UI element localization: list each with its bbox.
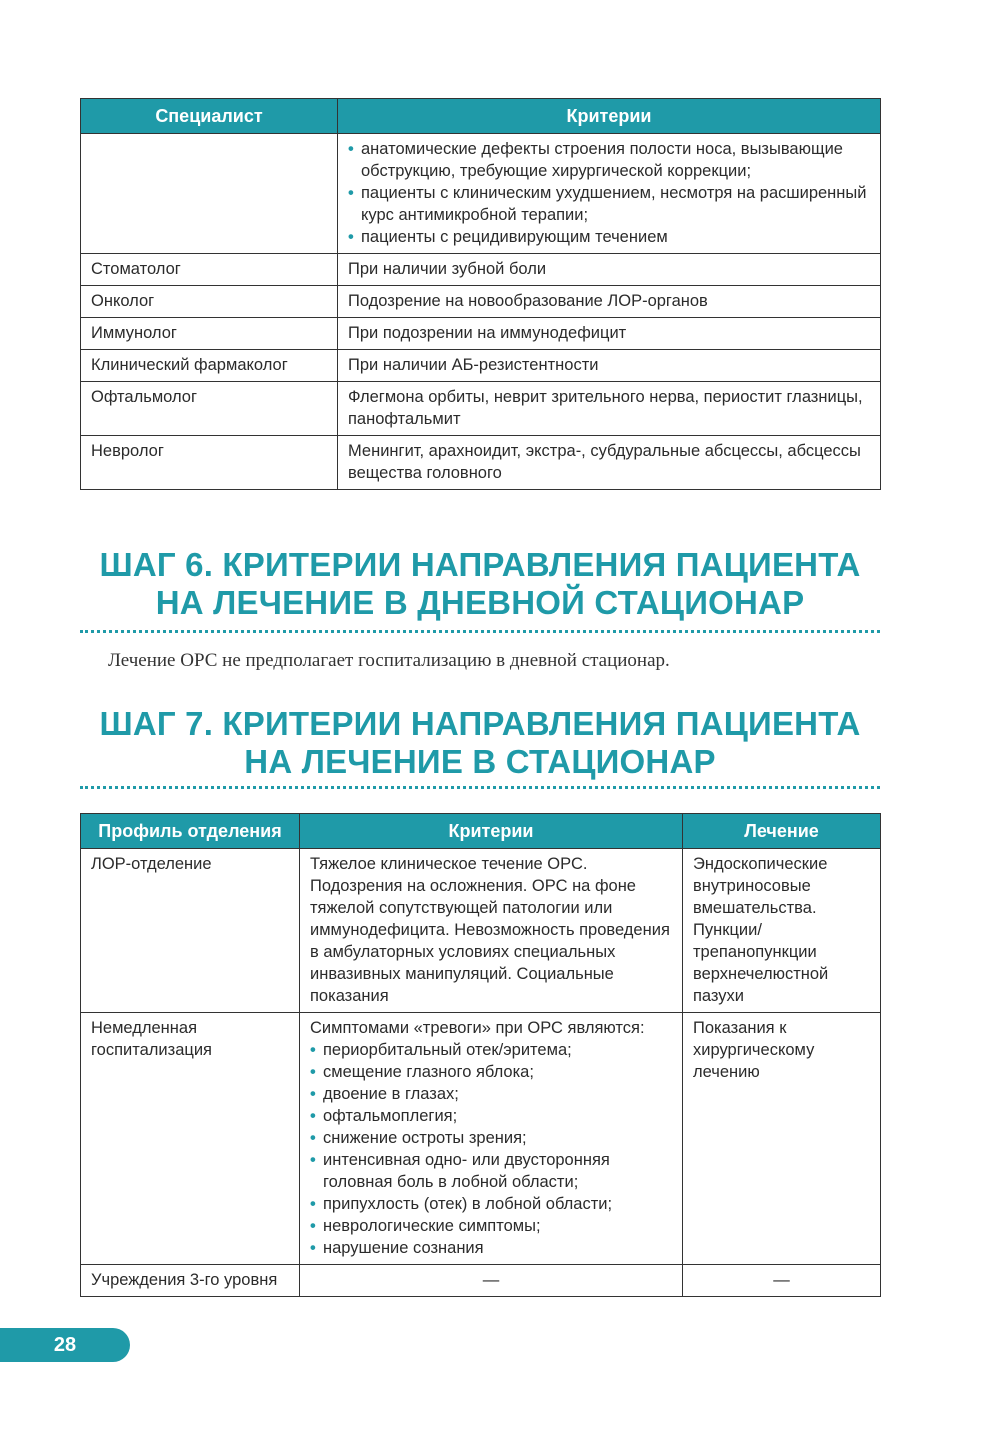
criteria-cell: При наличии АБ-резистентности [338, 350, 881, 382]
step6-dotted-divider [80, 630, 880, 633]
criteria-cell: Тяжелое клиническое течение ОРС. Подозрения на осложнения. ОРС на фоне тяжелой сопутствующей патологии или иммунодефицита. Невозможность проведения в амбулаторных условиях специальных инвазивных манипуляций. Социальные показания [300, 849, 683, 1013]
table-row [81, 318, 881, 350]
profile-cell: ЛОР-отделение [81, 849, 300, 1013]
step7-title-line1: ШАГ 7. КРИТЕРИИ НАПРАВЛЕНИЯ ПАЦИЕНТА [99, 705, 861, 742]
list-item: • неврологические симптомы; [310, 1215, 672, 1237]
criteria-cell: При подозрении на иммунодефицит [338, 318, 881, 350]
table-row [81, 382, 881, 436]
step7-heading [80, 705, 880, 781]
profile-cell: Немедленная госпитализация [81, 1013, 300, 1265]
step7-dotted-divider [80, 786, 880, 789]
specialist-cell: Иммунолог [81, 318, 338, 350]
specialist-cell [81, 134, 338, 254]
hospitalization-table [80, 813, 881, 1297]
profile-cell: Учреждения 3-го уровня [81, 1265, 300, 1297]
table-row [81, 849, 881, 1013]
criteria-cell [338, 134, 881, 254]
page-number: 28 [0, 1328, 130, 1362]
list-item: • двоение в глазах; [310, 1083, 672, 1105]
criteria-cell: Подозрение на новообразование ЛОР-органов [338, 286, 881, 318]
header-criteria: Критерии [300, 814, 683, 849]
list-item: • пациенты с клиническим ухудшением, несмотря на расширенный курс антимикробной терапии; [348, 182, 870, 226]
criteria-cell: Менингит, арахноидит, экстра-, субдуральные абсцессы, абсцессы вещества головного [338, 436, 881, 490]
header-treatment: Лечение [683, 814, 881, 849]
list-item: • припухлость (отек) в лобной области; [310, 1193, 672, 1215]
specialist-cell: Стоматолог [81, 254, 338, 286]
list-item: • периорбитальный отек/эритема; [310, 1039, 672, 1061]
alarm-symptoms-list [310, 1039, 672, 1259]
list-item: • офтальмоплегия; [310, 1105, 672, 1127]
header-specialist: Специалист [81, 99, 338, 134]
treatment-cell: Эндоскопические внутриносовые вмешательства. Пункции/трепанопункции верхнечелюстной пазухи [683, 849, 881, 1013]
table-row [81, 134, 881, 254]
criteria-cell: — [300, 1265, 683, 1297]
treatment-cell: — [683, 1265, 881, 1297]
criteria-cell [300, 1013, 683, 1265]
step6-heading [80, 546, 880, 622]
list-item: • нарушение сознания [310, 1237, 672, 1259]
list-item: • смещение глазного яблока; [310, 1061, 672, 1083]
step6-title-line2: НА ЛЕЧЕНИЕ В ДНЕВНОЙ СТАЦИОНАР [155, 584, 805, 621]
table-row [81, 1265, 881, 1297]
table-row [81, 1013, 881, 1265]
step6-title-line1: ШАГ 6. КРИТЕРИИ НАПРАВЛЕНИЯ ПАЦИЕНТА [99, 546, 861, 583]
criteria-cell: Флегмона орбиты, неврит зрительного нерва, периостит глазницы, панофтальмит [338, 382, 881, 436]
specialist-cell: Онколог [81, 286, 338, 318]
list-item: • снижение остроты зрения; [310, 1127, 672, 1149]
step7-title-line2: НА ЛЕЧЕНИЕ В СТАЦИОНАР [244, 743, 716, 780]
list-item: • интенсивная одно- или двусторонняя головная боль в лобной области; [310, 1149, 672, 1193]
specialist-table [80, 98, 881, 490]
table-row [81, 286, 881, 318]
header-profile: Профиль отделения [81, 814, 300, 849]
specialist-cell: Клинический фармаколог [81, 350, 338, 382]
treatment-cell: Показания к хирургическому лечению [683, 1013, 881, 1265]
criteria-cell: При наличии зубной боли [338, 254, 881, 286]
specialist-cell: Невролог [81, 436, 338, 490]
list-item: • анатомические дефекты строения полости носа, вызывающие обструкцию, требующие хирургической коррекции; [348, 138, 870, 182]
table-row [81, 350, 881, 382]
step6-text: Лечение ОРС не предполагает госпитализацию в дневной стационар. [108, 650, 670, 671]
list-item: • пациенты с рецидивирующим течением [348, 226, 870, 248]
criteria-intro: Симптомами «тревоги» при ОРС являются: [310, 1019, 645, 1037]
header-criteria: Критерии [338, 99, 881, 134]
table-row [81, 254, 881, 286]
table-row [81, 436, 881, 490]
criteria-bullet-list [348, 138, 870, 248]
specialist-cell: Офтальмолог [81, 382, 338, 436]
